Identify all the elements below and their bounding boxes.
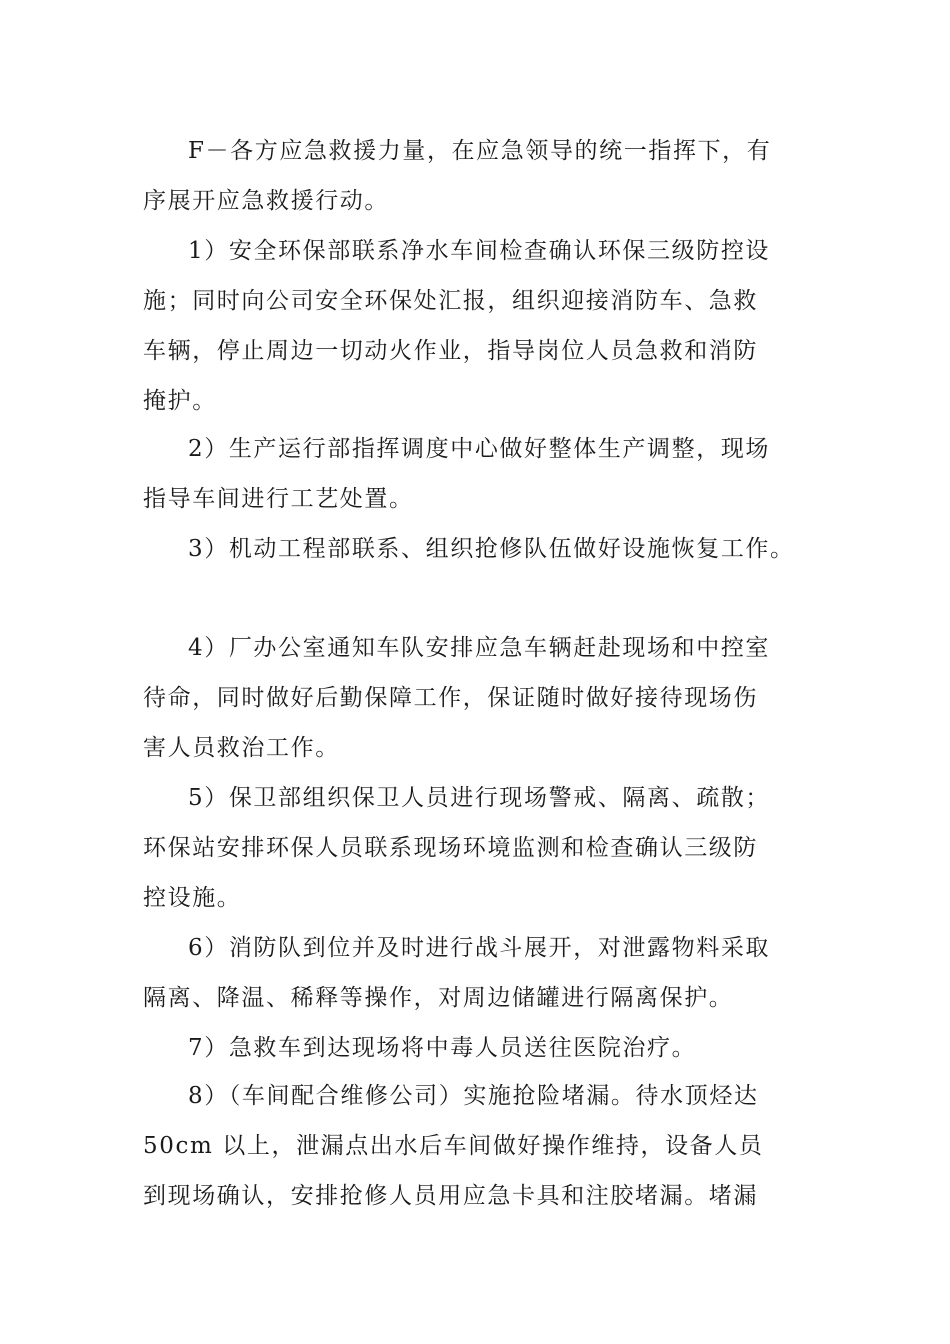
- text-line: 序展开应急救援行动。: [143, 188, 389, 214]
- text-line: 1）安全环保部联系净水车间检查确认环保三级防控设: [188, 238, 771, 264]
- text-line: 6）消防队到位并及时进行战斗展开，对泄露物料采取: [188, 935, 771, 961]
- text-line: 指导车间进行工艺处置。: [143, 486, 414, 512]
- text-line: 待命，同时做好后勤保障工作，保证随时做好接待现场伤: [143, 685, 758, 711]
- text-line: 2）生产运行部指挥调度中心做好整体生产调整，现场: [188, 436, 771, 462]
- text-line: F－各方应急救援力量，在应急领导的统一指挥下，有: [188, 138, 772, 164]
- text-line: 掩护。: [143, 388, 217, 414]
- text-line: 施；同时向公司安全环保处汇报，组织迎接消防车、急救: [143, 288, 758, 314]
- text-line: 50cm 以上，泄漏点出水后车间做好操作维持，设备人员: [143, 1133, 764, 1159]
- text-line: 到现场确认，安排抢修人员用应急卡具和注胶堵漏。堵漏: [143, 1183, 758, 1209]
- text-line: 7）急救车到达现场将中毒人员送往医院治疗。: [188, 1035, 697, 1061]
- text-line: 4）厂办公室通知车队安排应急车辆赶赴现场和中控室: [188, 635, 771, 661]
- text-line: 隔离、降温、稀释等操作，对周边储罐进行隔离保护。: [143, 985, 734, 1011]
- text-line: 8）（车间配合维修公司）实施抢险堵漏。待水顶烃达: [188, 1083, 759, 1109]
- text-line: 5）保卫部组织保卫人员进行现场警戒、隔离、疏散；: [188, 785, 771, 811]
- text-line: 环保站安排环保人员联系现场环境监测和检查确认三级防: [143, 835, 758, 861]
- text-line: 车辆，停止周边一切动火作业，指导岗位人员急救和消防: [143, 338, 758, 364]
- text-line: 害人员救治工作。: [143, 735, 340, 761]
- text-line: 3）机动工程部联系、组织抢修队伍做好设施恢复工作。: [188, 536, 795, 562]
- text-line: 控设施。: [143, 885, 242, 911]
